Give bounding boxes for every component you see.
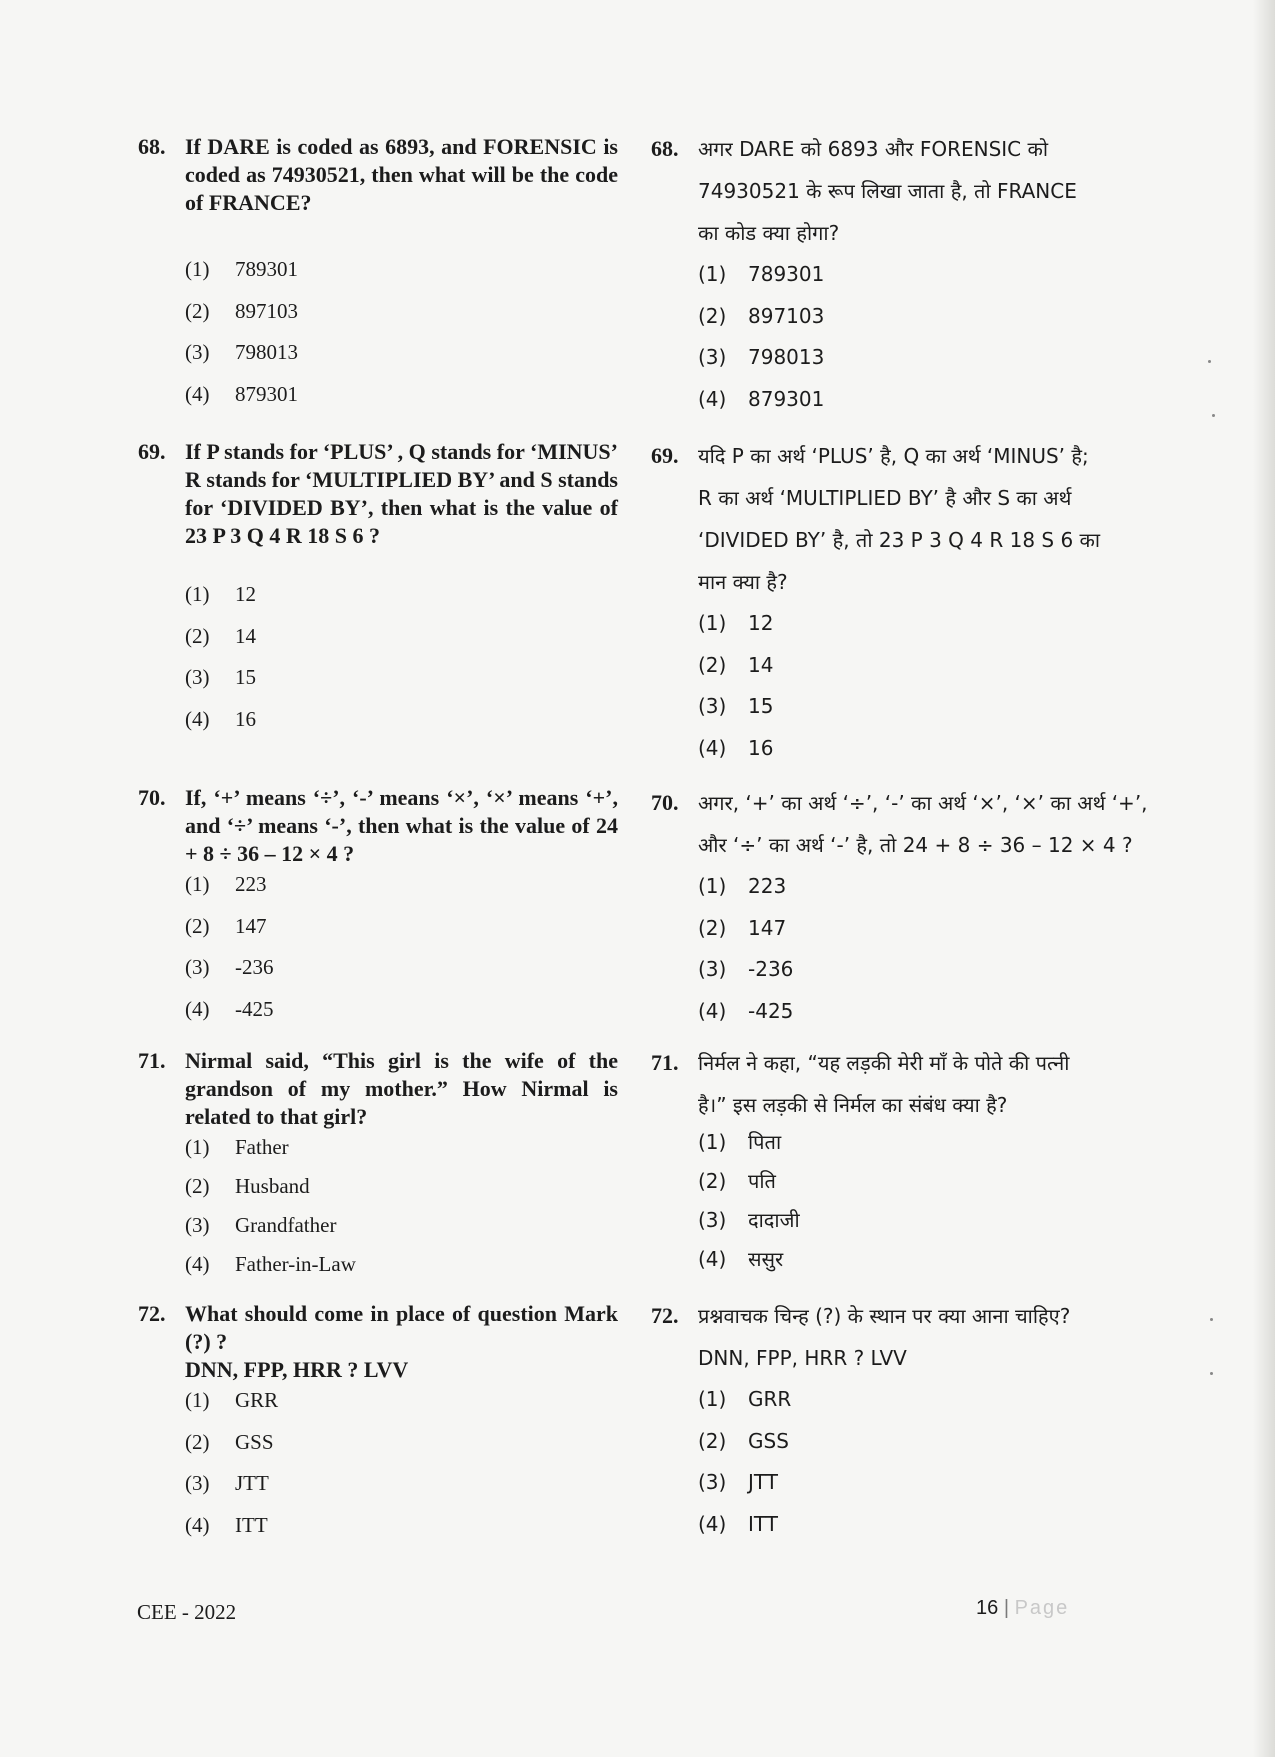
option-value: Father bbox=[235, 1135, 289, 1159]
option bbox=[185, 1133, 618, 1172]
option bbox=[698, 997, 1151, 1039]
option-value: JTT bbox=[748, 1470, 778, 1494]
question-text: यदि P का अर्थ ‘PLUS’ है, Q का अर्थ ‘MINUS’ है; R का अर्थ ‘MULTIPLIED BY’ है और S का अर्थ ‘DIVIDED BY’ है, तो 23 P 3 Q 4 R 18 S 6 का मान क्या है? bbox=[698, 444, 1101, 594]
option-index: (3) bbox=[698, 694, 727, 718]
option-index: (4) bbox=[185, 1252, 210, 1276]
option bbox=[185, 580, 618, 622]
question-number: 72. bbox=[138, 1301, 166, 1326]
option bbox=[698, 651, 1151, 693]
exam-code: CEE - 2022 bbox=[137, 1600, 237, 1624]
option-index: (4) bbox=[185, 381, 210, 406]
option-value: -425 bbox=[235, 996, 274, 1021]
options-list bbox=[698, 872, 1151, 1038]
option-index: (1) bbox=[185, 872, 210, 896]
option-index: (1) bbox=[698, 1387, 727, 1411]
options-list bbox=[698, 1128, 1151, 1284]
options-list bbox=[698, 260, 1151, 426]
question-number: 69. bbox=[651, 443, 679, 468]
option bbox=[698, 343, 1151, 385]
question-number: 70. bbox=[651, 790, 679, 815]
option-index: (4) bbox=[698, 386, 727, 411]
question-number: 72. bbox=[651, 1303, 679, 1328]
question-text: अगर, ‘+’ का अर्थ ‘÷’, ‘-’ का अर्थ ‘×’, ‘×’ का अर्थ ‘+’, और ‘÷’ का अर्थ ‘-’ है, तो 24 + 8 ÷ 36 – 12 × 4 ? bbox=[698, 791, 1148, 857]
option-value: पति bbox=[748, 1169, 776, 1193]
option bbox=[698, 609, 1151, 651]
page-number: 16 bbox=[976, 1597, 999, 1619]
question-text: Nirmal said, “This girl is the wife of the grandson of my mother.” How Nirmal is related to that girl? bbox=[185, 1048, 618, 1129]
question-70-hi bbox=[651, 782, 1151, 1038]
option-index: (3) bbox=[185, 1471, 210, 1495]
option bbox=[185, 705, 618, 747]
option bbox=[698, 872, 1151, 914]
option bbox=[185, 338, 618, 380]
option bbox=[698, 260, 1151, 302]
option-value: दादाजी bbox=[748, 1208, 800, 1232]
option-value: 14 bbox=[235, 623, 256, 648]
question-number: 70. bbox=[138, 785, 166, 810]
option bbox=[698, 1245, 1151, 1284]
options-list bbox=[185, 870, 618, 1036]
option-index: (2) bbox=[185, 623, 210, 648]
option-index: (1) bbox=[698, 874, 727, 898]
option-value: 15 bbox=[748, 694, 774, 718]
option-index: (3) bbox=[698, 1208, 727, 1232]
option bbox=[185, 255, 618, 297]
question-number: 68. bbox=[138, 134, 166, 159]
scan-speck bbox=[1210, 1318, 1213, 1321]
option-index: (1) bbox=[698, 611, 727, 635]
option-index: (3) bbox=[185, 665, 210, 689]
option-value: 789301 bbox=[748, 262, 825, 286]
option-value: GSS bbox=[748, 1428, 789, 1453]
option-index: (1) bbox=[185, 1135, 210, 1159]
options-list bbox=[698, 609, 1151, 775]
question-text: If P stands for ‘PLUS’ , Q stands for ‘MINUS’ R stands for ‘MULTIPLIED BY’ and S stands for ‘DIVIDED BY’, then what is the value of 23 P 3 Q 4 R 18 S 6 ? bbox=[185, 439, 618, 548]
option-index: (2) bbox=[698, 1169, 727, 1193]
option-value: 14 bbox=[748, 652, 774, 677]
question-72-hi bbox=[651, 1295, 1151, 1551]
option-value: JTT bbox=[235, 1471, 269, 1495]
option bbox=[698, 385, 1151, 427]
question-text: प्रश्नवाचक चिन्ह (?) के स्थान पर क्या आना चाहिए? DNN, FPP, HRR ? LVV bbox=[698, 1304, 1071, 1370]
option bbox=[185, 297, 618, 339]
scan-speck bbox=[1212, 414, 1215, 417]
option bbox=[698, 302, 1151, 344]
option bbox=[698, 914, 1151, 956]
options-list bbox=[698, 1385, 1151, 1551]
option bbox=[698, 1206, 1151, 1245]
option-value: 147 bbox=[235, 913, 267, 938]
option-index: (2) bbox=[185, 298, 210, 323]
question-69-hi bbox=[651, 435, 1151, 775]
option-index: (4) bbox=[698, 1247, 727, 1271]
option bbox=[698, 1427, 1151, 1469]
option-index: (4) bbox=[185, 706, 210, 731]
option bbox=[185, 870, 618, 912]
options-list bbox=[185, 1386, 618, 1552]
question-number: 69. bbox=[138, 439, 166, 464]
option bbox=[185, 380, 618, 422]
question-number: 68. bbox=[651, 136, 679, 161]
option-value: 223 bbox=[235, 872, 267, 896]
option-value: 12 bbox=[235, 582, 256, 606]
option bbox=[698, 1167, 1151, 1206]
option-index: (2) bbox=[698, 915, 727, 940]
option-value: -236 bbox=[748, 957, 794, 981]
option bbox=[185, 1250, 618, 1289]
option-value: 897103 bbox=[748, 303, 825, 328]
question-69-en bbox=[138, 438, 618, 746]
option-value: 147 bbox=[748, 915, 787, 940]
option-index: (4) bbox=[698, 1511, 727, 1536]
option-index: (2) bbox=[698, 1428, 727, 1453]
option-index: (3) bbox=[698, 1470, 727, 1494]
options-list bbox=[185, 580, 618, 746]
option-index: (4) bbox=[185, 1512, 210, 1537]
question-text: निर्मल ने कहा, “यह लड़की मेरी माँ के पोते की पत्नी है।” इस लड़की से निर्मल का संबंध क्या है? bbox=[698, 1051, 1070, 1117]
question-number: 71. bbox=[651, 1050, 679, 1075]
question-70-en bbox=[138, 784, 618, 1036]
options-list bbox=[185, 255, 618, 421]
option-index: (4) bbox=[698, 735, 727, 760]
option-index: (3) bbox=[185, 340, 210, 364]
scan-speck bbox=[1208, 360, 1211, 363]
option-value: Grandfather bbox=[235, 1213, 337, 1237]
option-value: GRR bbox=[748, 1387, 792, 1411]
question-text: अगर DARE को 6893 और FORENSIC को 74930521 के रूप लिखा जाता है, तो FRANCE का कोड क्या होगा? bbox=[698, 137, 1077, 245]
option bbox=[185, 1211, 618, 1250]
option-value: ITT bbox=[235, 1512, 268, 1537]
option-index: (1) bbox=[698, 262, 727, 286]
question-71-hi bbox=[651, 1042, 1151, 1284]
option-value: -236 bbox=[235, 955, 274, 979]
option-value: ITT bbox=[748, 1511, 778, 1536]
question-72-en bbox=[138, 1300, 618, 1552]
option-value: 223 bbox=[748, 874, 787, 898]
option-value: 789301 bbox=[235, 257, 298, 281]
option-index: (2) bbox=[698, 303, 727, 328]
question-71-en bbox=[138, 1047, 618, 1289]
option bbox=[698, 1385, 1151, 1427]
option-index: (2) bbox=[185, 1429, 210, 1454]
question-68-hi bbox=[651, 128, 1151, 426]
option-index: (3) bbox=[185, 955, 210, 979]
option-value: 879301 bbox=[235, 381, 298, 406]
option-value: 897103 bbox=[235, 298, 298, 323]
page-separator: | bbox=[1003, 1597, 1010, 1619]
option-value: GSS bbox=[235, 1429, 274, 1454]
scan-edge-shadow bbox=[1253, 0, 1275, 1757]
option-value: Husband bbox=[235, 1174, 310, 1198]
option-value: पिता bbox=[748, 1130, 782, 1154]
option-index: (4) bbox=[185, 996, 210, 1021]
option-value: 16 bbox=[748, 735, 774, 760]
option-value: 798013 bbox=[748, 345, 825, 369]
option-value: 15 bbox=[235, 665, 256, 689]
option bbox=[185, 1469, 618, 1511]
option-index: (2) bbox=[698, 652, 727, 677]
option bbox=[698, 692, 1151, 734]
scan-speck bbox=[1210, 1372, 1213, 1375]
option-index: (1) bbox=[185, 582, 210, 606]
option-value: 16 bbox=[235, 706, 256, 731]
question-68-en bbox=[138, 133, 618, 421]
option bbox=[698, 955, 1151, 997]
question-text: What should come in place of question Mark (?) ? DNN, FPP, HRR ? LVV bbox=[185, 1301, 618, 1382]
option-value: GRR bbox=[235, 1388, 279, 1412]
options-list bbox=[185, 1133, 618, 1289]
option-index: (3) bbox=[698, 345, 727, 369]
option-value: 798013 bbox=[235, 340, 298, 364]
option bbox=[185, 995, 618, 1037]
page-word: Page bbox=[1014, 1597, 1070, 1619]
option-index: (1) bbox=[185, 257, 210, 281]
option-index: (3) bbox=[698, 957, 727, 981]
option bbox=[185, 912, 618, 954]
question-text: If DARE is coded as 6893, and FORENSIC is coded as 74930521, then what will be the code of FRANCE? bbox=[185, 134, 618, 215]
option bbox=[698, 1128, 1151, 1167]
option bbox=[698, 1510, 1151, 1552]
option bbox=[185, 1386, 618, 1428]
option-index: (3) bbox=[185, 1213, 210, 1237]
option-index: (1) bbox=[698, 1130, 727, 1154]
option bbox=[698, 734, 1151, 776]
option-index: (1) bbox=[185, 1388, 210, 1412]
option bbox=[698, 1468, 1151, 1510]
option-value: 879301 bbox=[748, 386, 825, 411]
option bbox=[185, 1428, 618, 1470]
option bbox=[185, 1511, 618, 1553]
option-value: ससुर bbox=[748, 1247, 784, 1271]
option-index: (2) bbox=[185, 1174, 210, 1198]
option bbox=[185, 953, 618, 995]
page-footer bbox=[976, 1597, 1069, 1620]
option-index: (4) bbox=[698, 998, 727, 1023]
question-number: 71. bbox=[138, 1048, 166, 1073]
option-value: -425 bbox=[748, 998, 794, 1023]
option-value: Father-in-Law bbox=[235, 1252, 356, 1276]
option-value: 12 bbox=[748, 611, 774, 635]
question-text: If, ‘+’ means ‘÷’, ‘-’ means ‘×’, ‘×’ means ‘+’, and ‘÷’ means ‘-’, then what is the value of 24 + 8 ÷ 36 – 12 × 4 ? bbox=[185, 785, 618, 866]
option bbox=[185, 1172, 618, 1211]
option bbox=[185, 622, 618, 664]
option bbox=[185, 663, 618, 705]
option-index: (2) bbox=[185, 913, 210, 938]
